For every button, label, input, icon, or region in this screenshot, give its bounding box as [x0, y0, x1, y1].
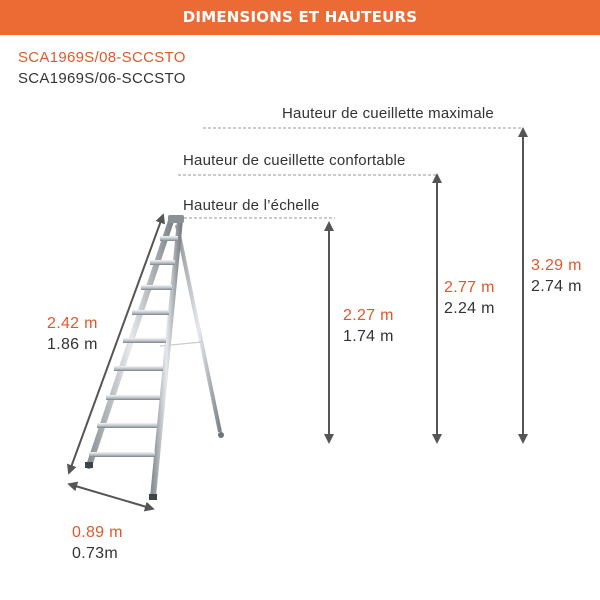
max-height-value-08: 3.29 m [531, 257, 582, 274]
ladder-height-value-08: 2.27 m [343, 307, 394, 324]
ladder-height-label: Hauteur de l’échelle [183, 197, 320, 214]
model-reference-08: SCA1969S/08-SCCSTO [18, 49, 186, 66]
base-width-value-08: 0.89 m [72, 524, 123, 541]
comfortable-height-value-06: 2.24 m [444, 300, 495, 317]
ladder-illustration [85, 215, 224, 500]
base-width-value-06: 0.73m [72, 545, 118, 562]
model-reference-06: SCA1969S/06-SCCSTO [18, 70, 186, 87]
max-height-value-06: 2.74 m [531, 278, 582, 295]
ladder-length-value-06: 1.86 m [47, 336, 98, 353]
max-height-label: Hauteur de cueillette maximale [282, 105, 494, 122]
header-title: DIMENSIONS ET HAUTEURS [182, 8, 418, 26]
comfortable-height-label: Hauteur de cueillette confortable [183, 152, 406, 169]
comfortable-height-value-08: 2.77 m [444, 279, 495, 296]
base-width-arrow [72, 485, 150, 508]
ladder-height-value-06: 1.74 m [343, 328, 394, 345]
ladder-length-value-08: 2.42 m [47, 315, 98, 332]
